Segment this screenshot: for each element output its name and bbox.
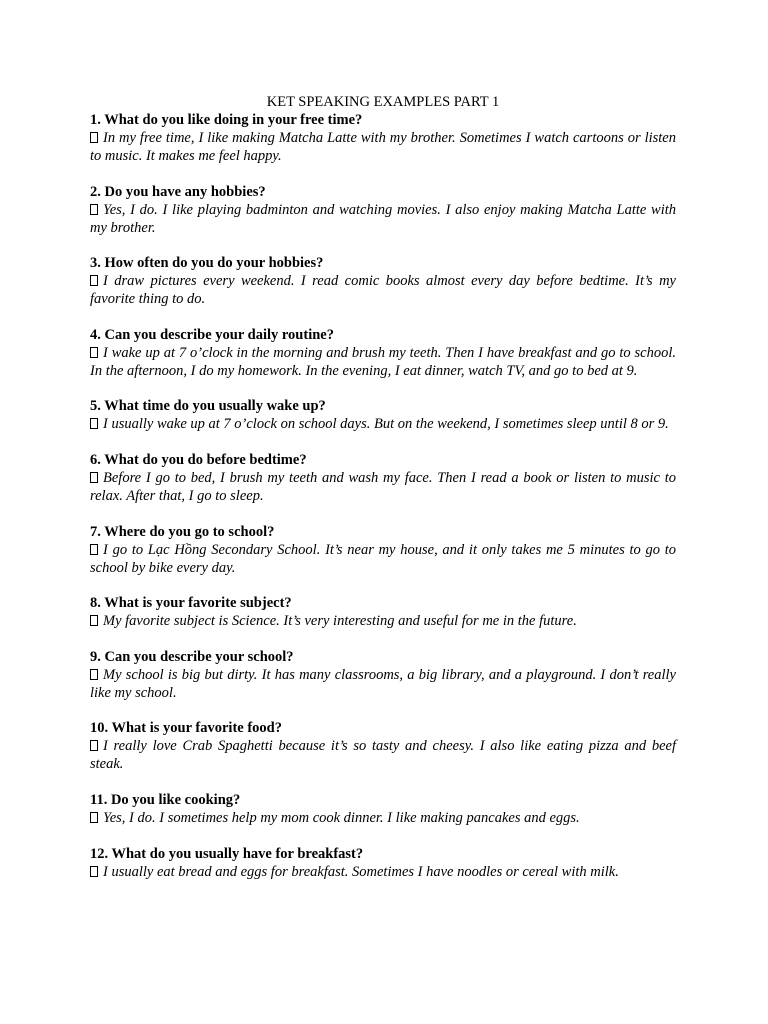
- missing-glyph-box-icon: [90, 812, 98, 823]
- missing-glyph-box-icon: [90, 669, 98, 680]
- question-text: 2. Do you have any hobbies?: [90, 183, 266, 200]
- answer-paragraph: [90, 863, 676, 881]
- answer-paragraph: [90, 737, 676, 773]
- answer-text: I go to Lạc Hồng Secondary School. It’s near my house, and it only takes me 5 minutes to go to school by bike every day.: [90, 541, 676, 576]
- question-text: 8. What is your favorite subject?: [90, 595, 292, 612]
- answer-text: Yes, I do. I like playing badminton and watching movies. I also enjoy making Matcha Latte with my brother.: [90, 201, 676, 236]
- answer-paragraph: [90, 201, 676, 237]
- question-text: 4. Can you describe your daily routine?: [90, 326, 334, 343]
- qa-item-1: [90, 111, 676, 165]
- document-title: KET SPEAKING EXAMPLES PART 1: [266, 94, 500, 110]
- answer-text: I wake up at 7 o’clock in the morning and brush my teeth. Then I have breakfast and go to school. In the afternoon, I do my homework. In the evening, I eat dinner, watch TV, and go to bed at 9.: [90, 344, 676, 379]
- qa-item-5: [90, 397, 676, 433]
- question-text: 3. How often do you do your hobbies?: [90, 255, 324, 272]
- answer-paragraph: [90, 666, 676, 702]
- question-text: 6. What do you do before bedtime?: [90, 451, 307, 468]
- question-text: 7. Where do you go to school?: [90, 523, 275, 540]
- qa-item-12: [90, 845, 676, 881]
- qa-item-10: [90, 719, 676, 773]
- qa-item-8: [90, 594, 676, 630]
- answer-text: I usually wake up at 7 o’clock on school days. But on the weekend, I sometimes sleep until 8 or 9.: [103, 416, 669, 433]
- missing-glyph-box-icon: [90, 132, 98, 143]
- answer-text: My favorite subject is Science. It’s very interesting and useful for me in the future.: [103, 613, 577, 630]
- missing-glyph-box-icon: [90, 204, 98, 215]
- question-text: 11. Do you like cooking?: [90, 791, 241, 808]
- question-text: 9. Can you describe your school?: [90, 648, 294, 665]
- answer-text: In my free time, I like making Matcha Latte with my brother. Sometimes I watch cartoons or listen to music. It makes me feel happy.: [90, 130, 676, 164]
- answer-paragraph: [90, 129, 676, 165]
- qa-item-4: [90, 326, 676, 380]
- answer-text: I draw pictures every weekend. I read comic books almost every day before bedtime. It’s my favorite thing to do.: [90, 273, 676, 308]
- answer-text: I usually eat bread and eggs for breakfast. Sometimes I have noodles or cereal with milk.: [103, 863, 619, 880]
- answer-paragraph: [90, 469, 676, 505]
- answer-paragraph: [90, 809, 676, 827]
- question-text: 10. What is your favorite food?: [90, 720, 282, 737]
- answer-paragraph: [90, 344, 676, 380]
- qa-item-3: [90, 254, 676, 308]
- answer-paragraph: [90, 541, 676, 577]
- qa-item-11: [90, 791, 676, 827]
- qa-item-2: [90, 183, 676, 237]
- qa-item-9: [90, 648, 676, 702]
- missing-glyph-box-icon: [90, 418, 98, 429]
- missing-glyph-box-icon: [90, 615, 98, 626]
- answer-paragraph: [90, 612, 676, 630]
- answer-text: Yes, I do. I sometimes help my mom cook dinner. I like making pancakes and eggs.: [103, 809, 580, 826]
- answer-text: I really love Crab Spaghetti because it’s so tasty and cheesy. I also like eating pizza and beef steak.: [90, 738, 676, 773]
- question-text: 12. What do you usually have for breakfast?: [90, 845, 364, 862]
- missing-glyph-box-icon: [90, 866, 98, 877]
- answer-text: Before I go to bed, I brush my teeth and wash my face. Then I read a book or listen to music to relax. After that, I go to sleep.: [90, 469, 676, 504]
- answer-text: My school is big but dirty. It has many classrooms, a big library, and a playground. I don’t really like my school.: [90, 666, 676, 701]
- missing-glyph-box-icon: [90, 347, 98, 358]
- document-page: [90, 93, 676, 898]
- missing-glyph-box-icon: [90, 740, 98, 751]
- answer-paragraph: [90, 272, 676, 308]
- qa-item-6: [90, 451, 676, 505]
- missing-glyph-box-icon: [90, 544, 98, 555]
- missing-glyph-box-icon: [90, 472, 98, 483]
- answer-paragraph: [90, 415, 676, 433]
- question-text: 5. What time do you usually wake up?: [90, 398, 326, 415]
- qa-item-7: [90, 523, 676, 577]
- missing-glyph-box-icon: [90, 275, 98, 286]
- question-text: 1. What do you like doing in your free time?: [90, 112, 363, 128]
